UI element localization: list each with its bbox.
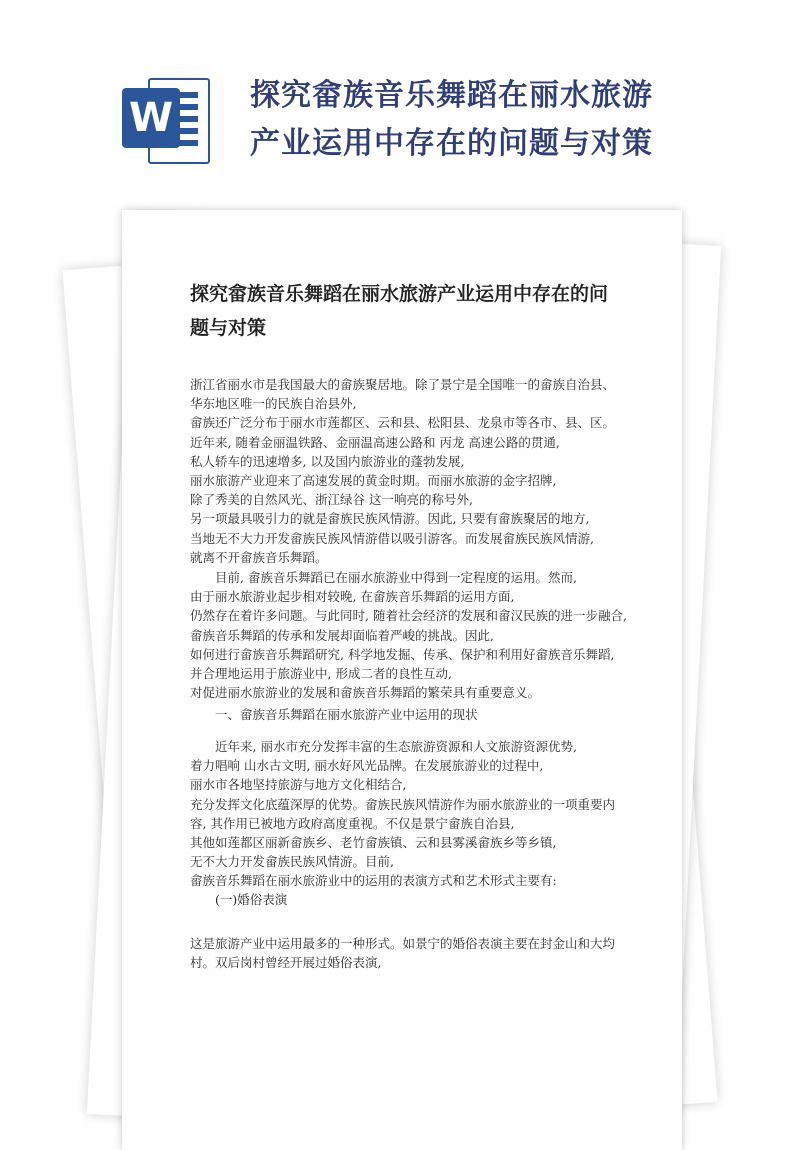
paragraph-status [190,737,650,891]
text-line: 仍然存在着许多问题。与此同时, 随着社会经济的发展和畲汉民族的进一步融合, [190,608,627,624]
text-line: 丽水市各地坚持旅游与地方文化相结合, [190,777,407,793]
banner-title-line-1: 探究畲族音乐舞蹈在丽水旅游 [250,78,653,113]
document-title-line-1: 探究畲族音乐舞蹈在丽水旅游产业运用中存在的问 [190,283,609,305]
text-line: 充分发挥文化底蕴深厚的优势。畲族民族风情游作为丽水旅游业的一项重要内 [190,796,616,812]
text-line: 畲族还广泛分布于丽水市莲都区、云和县、松阳县、龙泉市等各市、县、区。 [190,415,616,431]
text-line: 其他如莲都区丽新畲族乡、老竹畲族镇、云和县雾溪畲族乡等乡镇, [190,835,557,851]
paragraph-current-use [190,568,650,702]
text-line: 私人轿车的迅速增多, 以及国内旅游业的蓬勃发展, [190,453,465,469]
word-w-icon: W [122,88,180,148]
text-line: 另一项最具吸引力的就是畲族民族风情游。因此, 只要有畲族聚居的地方, [190,511,590,527]
text-line: 村。双后岗村曾经开展过婚俗表演, [190,955,382,971]
text-line: 这是旅游产业中运用最多的一种形式。如景宁的婚俗表演主要在封金山和大均 [190,936,616,951]
text-line: 如何进行畲族音乐舞蹈研究, 科学地发掘、传承、保护和利用好畲族音乐舞蹈, [190,646,615,662]
paragraph-intro [190,375,650,567]
text-line: 无不大力开发畲族民族风情游。目前, [190,854,394,870]
text-line: 丽水旅游产业迎来了高速发展的黄金时期。而丽水旅游的金字招牌, [190,473,557,489]
document-title [190,277,650,345]
text-line: 目前, 畲族音乐舞蹈已在丽水旅游业中得到一定程度的运用。然而, [190,570,577,585]
text-line: 容, 其作用已被地方政府高度重视。不仅是景宁畲族自治县, [190,815,515,831]
text-line: 近年来, 随着金丽温铁路、金丽温高速公路和 丙龙 高速公路的贯通, [190,434,560,450]
text-line: 畲族音乐舞蹈的传承和发展却面临着严峻的挑战。因此, [190,627,494,643]
text-line: 着力唱响 山水古文明, 丽水好风光品牌。在发展旅游业的过程中, [190,758,544,774]
banner-title-line-2: 产业运用中存在的问题与对策 [250,126,653,161]
paragraph-wedding [190,934,650,972]
text-line: 当地无不大力开发畲族民族风情游借以吸引游客。而发展畲族民族风情游, [190,530,594,546]
section-heading-1: 一、畲族音乐舞蹈在丽水旅游产业中运用的现状 [215,707,478,722]
text-line: 就离不开畲族音乐舞蹈。 [190,549,328,565]
word-logo [112,68,212,168]
banner-title [250,72,700,168]
text-line: 除了秀美的自然风光、浙江绿谷 这一响亮的称号外, [190,492,473,508]
text-line: 畲族音乐舞蹈在丽水旅游业中的运用的表演方式和艺术形式主要有: [190,873,557,889]
subsection-heading-wedding: (一)婚俗表演 [215,892,288,907]
text-line: 由于丽水旅游业起步相对较晚, 在畲族音乐舞蹈的运用方面, [190,589,515,605]
text-line: 华东地区唯一的民族自治县外, [190,396,357,412]
text-line: 浙江省丽水市是我国最大的畲族聚居地。除了景宁是全国唯一的畲族自治县、 [190,377,616,392]
text-line: 并合理地运用于旅游业中, 形成二者的良性互动, [190,666,452,682]
document-title-line-2: 题与对策 [190,317,267,339]
text-line: 近年来, 丽水市充分发挥丰富的生态旅游资源和人文旅游资源优势, [190,739,577,754]
text-line: 对促进丽水旅游业的发展和畲族音乐舞蹈的繁荣具有重要意义。 [190,685,541,701]
